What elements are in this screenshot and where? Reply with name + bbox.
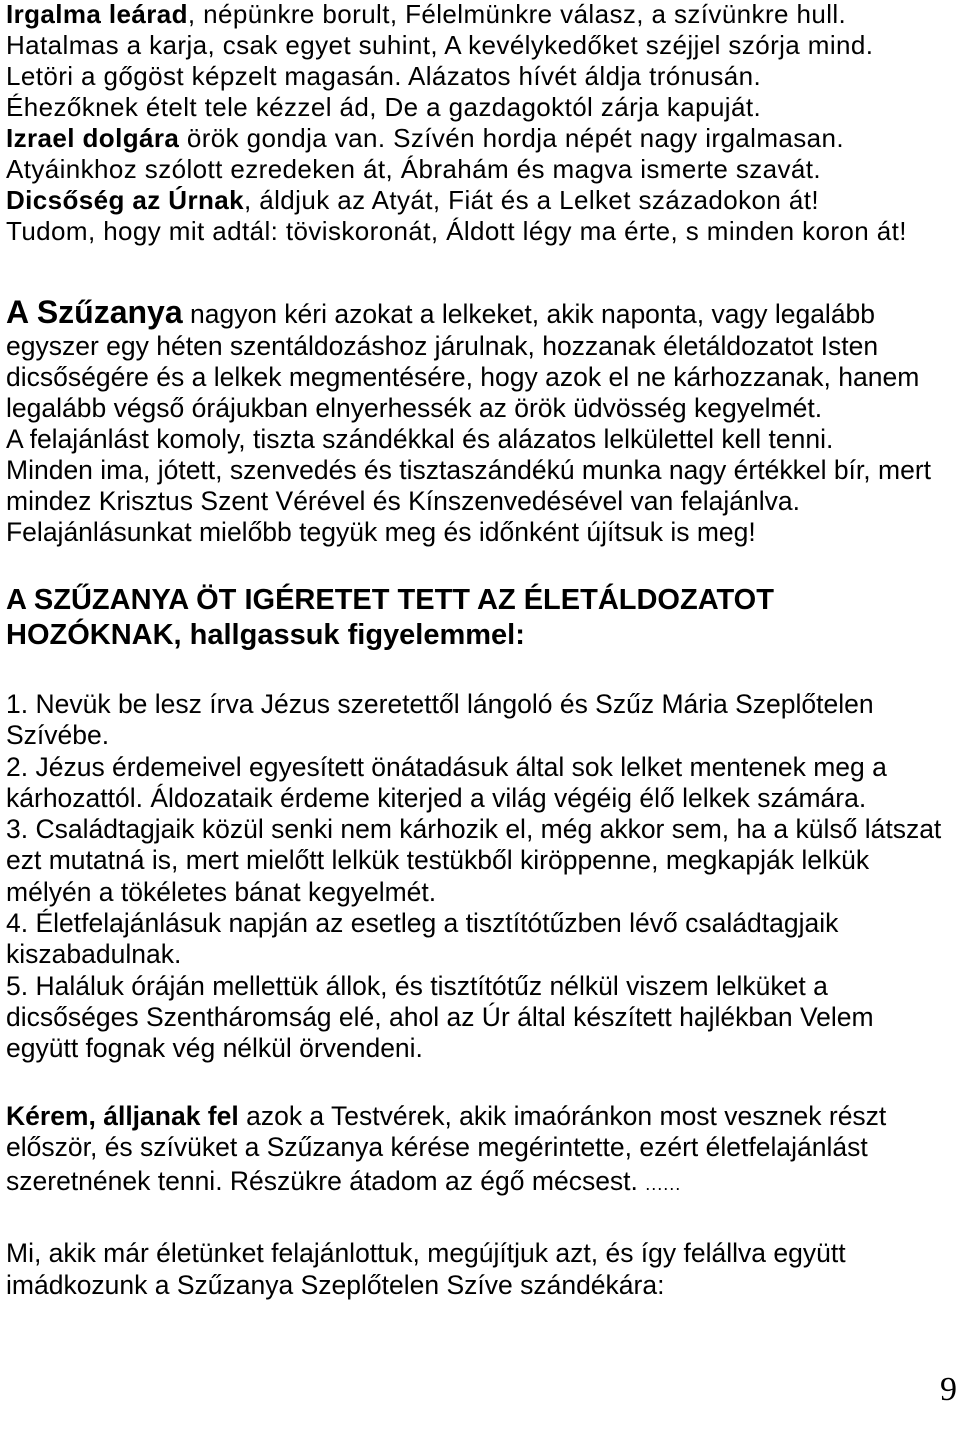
promise-line: kiszabadulnak.: [6, 939, 182, 970]
promise-line: 2. Jézus érdemeivel egyesített önátadásuk által sok lelket mentenek meg a: [6, 751, 887, 782]
heading-line: A SZŰZANYA ÖT IGÉRETET TETT AZ ÉLETÁLDOZATOT: [6, 584, 774, 616]
promise-line: 3. Családtagjaik közül senki nem kárhozik el, még akkor sem, ha a külső látszat: [6, 814, 942, 845]
invitation-line: először, és szívüket a Szűzanya kérése megérintette, ezért életfelajánlást: [6, 1132, 868, 1162]
invitation-paragraph: [6, 1101, 960, 1200]
promise-line: dicsőséges Szentháromság elé, ahol az Úr által készített hajlékban Velem: [6, 1001, 874, 1032]
offering-line: mindez Krisztus Szent Vérével és Kínszenvedésével van felajánlva.: [6, 486, 800, 516]
hymn-stanza: [6, 0, 960, 247]
promises-heading: [6, 583, 960, 653]
promise-line: együtt fognak vég nélkül örvendeni.: [6, 1033, 423, 1064]
hymn-line-bold: Irgalma leárad: [6, 0, 188, 29]
hymn-line-text: , áldjuk az Atyát, Fiát és a Lelket századokon át!: [244, 185, 819, 215]
hymn-line: [6, 185, 960, 216]
hymn-line: [6, 123, 960, 154]
hymn-line: Atyáinkhoz szólott ezredeken át, Ábrahám és magva ismerte szavát.: [6, 154, 822, 184]
page-number: 9: [940, 1371, 957, 1408]
offering-line: [6, 295, 960, 331]
invitation-line: [6, 1101, 960, 1132]
offering-line: A felajánlást komoly, tiszta szándékkal és alázatos lelkülettel kell tenni.: [6, 424, 834, 454]
offering-line: Felajánlásunkat mielőbb tegyük meg és időnként újítsuk is meg!: [6, 517, 756, 547]
renewal-paragraph: [6, 1237, 960, 1301]
hymn-line: Letöri a gőgöst képzelt magasán. Alázatos hívét áldja trónusán.: [6, 61, 762, 91]
hymn-line: Éhezőknek ételt tele kézzel ád, De a gazdagoktól zárja kapuját.: [6, 92, 762, 122]
promises-list: [6, 689, 960, 1065]
offering-line: egyszer egy héten szentáldozáshoz járulnak, hozzanak életáldozatot Isten: [6, 331, 879, 361]
hymn-line-bold: Dicsőség az Úrnak: [6, 185, 245, 215]
offering-paragraph: [6, 295, 960, 548]
promise-line: Szívébe.: [6, 720, 110, 751]
invitation-line-text: szeretnének tenni. Részükre átadom az égő mécsest.: [6, 1166, 646, 1196]
hymn-line-bold: Izrael dolgára: [6, 123, 180, 153]
offering-line: Minden ima, jótett, szenvedés és tisztaszándékú munka nagy értékkel bír, mert: [6, 455, 932, 485]
hymn-line: Tudom, hogy mit adtál: töviskoronát, Áldott légy ma érte, s minden koron át!: [6, 216, 907, 246]
promise-line: 1. Nevük be lesz írva Jézus szeretettől lángoló és Szűz Mária Szeplőtelen: [6, 689, 874, 719]
promise-line: mélyén a tökéletes bánat kegyelmét.: [6, 876, 437, 907]
offering-line: dicsőségére és a lelkek megmentésére, hogy azok el ne kárhozzanak, hanem: [6, 362, 920, 392]
offering-line: legalább végső órájukban elnyerhessék az örök üdvösség kegyelmét.: [6, 393, 823, 423]
ellipsis-dots: ......: [645, 1174, 682, 1194]
offering-line-text: nagyon kéri azokat a lelkeket, akik naponta, vagy legalább: [182, 299, 876, 329]
renewal-line: Mi, akik már életünket felajánlottuk, megújítjuk azt, és így felállva együtt: [6, 1238, 846, 1268]
renewal-line: imádkozunk a Szűzanya Szeplőtelen Szíve szándékára:: [6, 1270, 665, 1300]
heading-line: HOZÓKNAK, hallgassuk figyelemmel:: [6, 619, 525, 651]
invitation-line: [6, 1163, 960, 1200]
invitation-lead-bold: Kérem, álljanak fel: [6, 1101, 239, 1131]
invitation-line-text: azok a Testvérek, akik imaóránkon most vesznek részt: [238, 1101, 887, 1131]
hymn-line-text: örök gondja van. Szívén hordja népét nagy irgalmasan.: [179, 123, 845, 153]
hymn-line-text: , népünkre borult, Félelmünkre válasz, a szívünkre hull.: [187, 0, 847, 29]
hymn-line: Hatalmas a karja, csak egyet suhint, A kevélykedőket széjjel szórja mind.: [6, 30, 874, 60]
promise-line: 5. Haláluk óráján mellettük állok, és tisztítótűz nélkül viszem lelküket a: [6, 970, 828, 1001]
offering-lead-bold: A Szűzanya: [6, 294, 183, 330]
hymn-line: [6, 0, 960, 30]
promise-line: kárhozattól. Áldozataik érdeme kiterjed a világ végéig élő lelkek számára.: [6, 782, 867, 813]
promise-line: ezt mutatná is, mert mielőtt lelkük testükből kiröppenne, megkapják lelkük: [6, 845, 870, 876]
promise-line: 4. Életfelajánlásuk napján az esetleg a tisztítótűzben lévő családtagjaik: [6, 908, 839, 939]
